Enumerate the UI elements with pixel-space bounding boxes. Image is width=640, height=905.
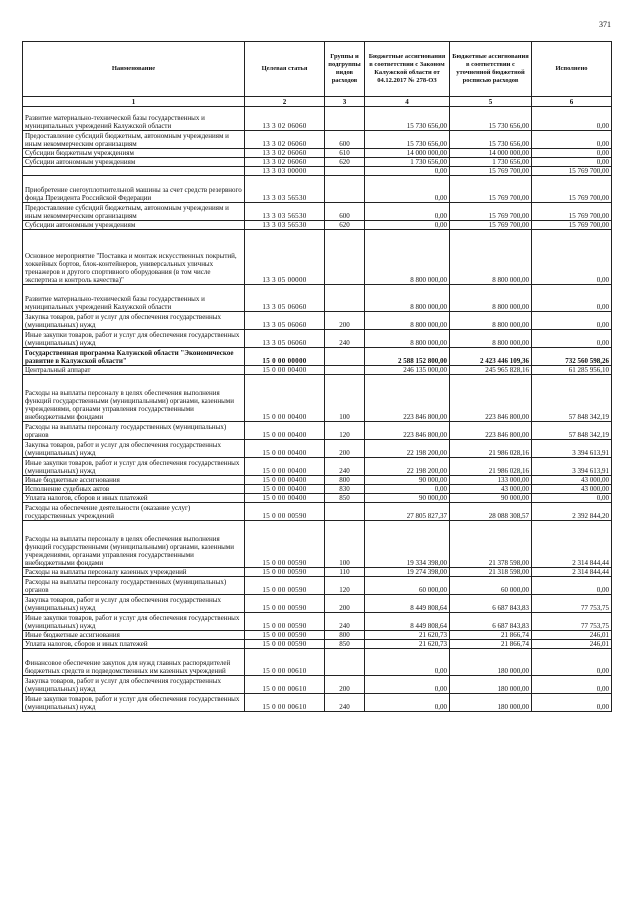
row-budget-revised: 1 730 656,00 [450,158,532,167]
row-budget-revised: 15 730 656,00 [450,107,532,131]
row-executed: 57 848 342,19 [532,375,612,422]
row-executed: 2 314 844,44 [532,521,612,568]
row-expense-group: 620 [325,158,365,167]
header-budget-revised: Бюджетные ассигнования в соответствии с уточненной бюджетной росписью расходов [450,42,532,97]
row-expense-group: 850 [325,494,365,503]
table-row [23,131,612,149]
row-budget-revised: 15 769 700,00 [450,203,532,221]
row-expense-group [325,285,365,312]
row-expense-group: 120 [325,422,365,440]
header-group: Группы и подгруппы видов расходов [325,42,365,97]
table-row [23,158,612,167]
budget-table [22,41,612,712]
row-name: Приобретение снегоуплотнительной машины за счет средств резервного фонда Президента Российской Федерации [23,176,245,203]
row-budget-law: 90 000,00 [365,494,450,503]
row-target-code: 13 3 05 06060 [245,312,325,330]
row-expense-group [325,366,365,375]
row-target-code: 15 0 00 00400 [245,476,325,485]
row-budget-law: 246 135 000,00 [365,366,450,375]
header-budget-law: Бюджетные ассигнования в соответствии с Законом Калужской области от 04.12.2017 № 278-ОЗ [365,42,450,97]
row-budget-law: 223 846 800,00 [365,375,450,422]
row-budget-revised: 21 866,74 [450,631,532,640]
row-budget-law: 21 620,73 [365,631,450,640]
row-name: Государственная программа Калужской области "Экономическое развитие в Калужской области" [23,348,245,366]
row-target-code: 15 0 00 00610 [245,649,325,676]
row-expense-group: 240 [325,613,365,631]
row-expense-group [325,649,365,676]
table-row [23,440,612,458]
table-row [23,613,612,631]
row-target-code: 13 3 03 56530 [245,203,325,221]
header-row [23,42,612,97]
row-name: Расходы на выплаты персоналу государственных (муниципальных) органов [23,577,245,595]
row-executed: 246,01 [532,640,612,649]
table-row [23,649,612,676]
row-target-code: 15 0 00 00590 [245,640,325,649]
row-budget-revised: 245 965 828,16 [450,366,532,375]
row-name: Финансовое обеспечение закупок для нужд главных распорядителей бюджетных средств и подведомственных им казенных учреждений [23,649,245,676]
row-target-code: 13 3 05 06060 [245,285,325,312]
row-target-code: 15 0 00 00590 [245,521,325,568]
row-name: Закупка товаров, работ и услуг для обеспечения государственных (муниципальных) нужд [23,676,245,694]
row-budget-law: 8 800 000,00 [365,230,450,285]
row-budget-revised: 8 800 000,00 [450,312,532,330]
row-budget-law: 223 846 800,00 [365,422,450,440]
row-expense-group: 800 [325,631,365,640]
table-row [23,221,612,230]
row-expense-group: 610 [325,149,365,158]
row-expense-group: 200 [325,440,365,458]
row-expense-group [325,503,365,521]
row-budget-law: 15 730 656,00 [365,107,450,131]
column-number: 4 [365,97,450,107]
row-budget-law: 0,00 [365,676,450,694]
table-row [23,330,612,348]
row-name: Закупка товаров, работ и услуг для обеспечения государственных (муниципальных) нужд [23,440,245,458]
row-budget-revised: 14 000 000,00 [450,149,532,158]
row-budget-revised: 28 088 308,57 [450,503,532,521]
row-name: Расходы на выплаты персоналу в целях обеспечения выполнения функций государственными (муниципальными) органами, казенными учреждениями, органами управления государственными внебюджетными фондами [23,375,245,422]
row-expense-group [325,167,365,176]
row-target-code: 15 0 00 00400 [245,422,325,440]
table-row [23,176,612,203]
row-executed: 3 394 613,91 [532,458,612,476]
row-target-code: 13 3 05 06060 [245,330,325,348]
row-target-code: 15 0 00 00400 [245,485,325,494]
row-name: Иные бюджетные ассигнования [23,631,245,640]
row-executed: 2 314 844,44 [532,568,612,577]
row-executed: 0,00 [532,649,612,676]
table-row [23,348,612,366]
row-expense-group: 600 [325,131,365,149]
row-budget-revised: 15 769 700,00 [450,176,532,203]
row-budget-law: 27 805 827,37 [365,503,450,521]
row-expense-group: 800 [325,476,365,485]
row-budget-revised: 8 800 000,00 [450,285,532,312]
row-budget-law: 2 588 152 800,00 [365,348,450,366]
row-expense-group: 200 [325,312,365,330]
table-row [23,366,612,375]
row-name: Центральный аппарат [23,366,245,375]
row-budget-law: 0,00 [365,176,450,203]
row-target-code: 15 0 00 00400 [245,494,325,503]
row-target-code: 15 0 00 00590 [245,631,325,640]
row-name: Уплата налогов, сборов и иных платежей [23,640,245,649]
row-expense-group: 850 [325,640,365,649]
row-target-code: 13 3 02 06060 [245,158,325,167]
row-target-code: 15 0 00 00590 [245,568,325,577]
row-expense-group: 100 [325,521,365,568]
row-expense-group: 620 [325,221,365,230]
table-row [23,312,612,330]
row-name: Расходы на выплаты персоналу в целях обеспечения выполнения функций государственными (муниципальными) органами, казенными учреждениями, органами управления государственными внебюджетными фондами [23,521,245,568]
row-budget-law: 19 274 398,00 [365,568,450,577]
row-budget-revised: 8 800 000,00 [450,330,532,348]
row-executed: 0,00 [532,285,612,312]
row-budget-law: 8 800 000,00 [365,285,450,312]
row-executed: 0,00 [532,131,612,149]
row-name: Основное мероприятие "Поставка и монтаж искусственных покрытий, хоккейных бортов, блок-контейнеров, универсальных уличных тренажеров и другого спортивного оборудования (в том числе экспертиза и контроль качества)" [23,230,245,285]
row-expense-group: 600 [325,203,365,221]
row-executed: 61 285 956,10 [532,366,612,375]
row-target-code: 15 0 00 00590 [245,613,325,631]
row-budget-revised: 6 687 843,83 [450,613,532,631]
row-budget-law: 21 620,73 [365,640,450,649]
row-budget-law: 8 800 000,00 [365,330,450,348]
row-budget-law: 15 730 656,00 [365,131,450,149]
table-row [23,167,612,176]
row-name: Закупка товаров, работ и услуг для обеспечения государственных (муниципальных) нужд [23,595,245,613]
row-executed: 77 753,75 [532,595,612,613]
row-name: Закупка товаров, работ и услуг для обеспечения государственных (муниципальных) нужд [23,312,245,330]
row-executed: 43 000,00 [532,485,612,494]
table-row [23,503,612,521]
row-executed: 0,00 [532,107,612,131]
row-budget-revised: 21 378 598,00 [450,521,532,568]
row-executed: 0,00 [532,694,612,712]
row-executed: 2 392 844,20 [532,503,612,521]
row-budget-revised: 21 986 028,16 [450,440,532,458]
row-executed: 246,01 [532,631,612,640]
row-executed: 0,00 [532,676,612,694]
row-target-code: 13 3 03 00000 [245,167,325,176]
table-row [23,568,612,577]
row-target-code: 13 3 05 00000 [245,230,325,285]
row-budget-revised: 21 866,74 [450,640,532,649]
row-budget-law: 14 000 000,00 [365,149,450,158]
row-executed: 77 753,75 [532,613,612,631]
table-row [23,375,612,422]
row-name: Предоставление субсидий бюджетным, автономным учреждениям и иным некоммерческим организациям [23,131,245,149]
row-name: Уплата налогов, сборов и иных платежей [23,494,245,503]
row-budget-revised: 133 000,00 [450,476,532,485]
table-row [23,694,612,712]
table-row [23,577,612,595]
row-target-code: 15 0 00 00590 [245,503,325,521]
row-executed: 0,00 [532,494,612,503]
row-target-code: 13 3 03 56530 [245,176,325,203]
table-row [23,676,612,694]
table-row [23,640,612,649]
row-name: Иные закупки товаров, работ и услуг для обеспечения государственных (муниципальных) нужд [23,458,245,476]
row-executed: 57 848 342,19 [532,422,612,440]
column-number: 1 [23,97,245,107]
row-executed: 15 769 700,00 [532,176,612,203]
row-budget-revised: 43 000,00 [450,485,532,494]
table-row [23,476,612,485]
row-budget-law: 8 800 000,00 [365,312,450,330]
row-executed: 0,00 [532,158,612,167]
header-executed: Исполнено [532,42,612,97]
row-budget-law: 0,00 [365,694,450,712]
table-row [23,485,612,494]
table-row [23,631,612,640]
row-executed: 0,00 [532,577,612,595]
row-budget-revised: 90 000,00 [450,494,532,503]
table-row [23,521,612,568]
row-target-code: 13 3 02 06060 [245,107,325,131]
row-budget-revised: 15 730 656,00 [450,131,532,149]
row-executed: 3 394 613,91 [532,440,612,458]
row-budget-law: 0,00 [365,485,450,494]
row-budget-law: 0,00 [365,221,450,230]
row-name: Иные закупки товаров, работ и услуг для обеспечения государственных (муниципальных) нужд [23,330,245,348]
row-target-code: 13 3 02 06060 [245,131,325,149]
row-budget-revised: 21 986 028,16 [450,458,532,476]
row-budget-revised: 15 769 700,00 [450,221,532,230]
column-number-row [23,97,612,107]
table-row [23,494,612,503]
column-number: 5 [450,97,532,107]
row-executed: 0,00 [532,149,612,158]
row-expense-group: 240 [325,694,365,712]
row-budget-law: 60 000,00 [365,577,450,595]
row-budget-law: 8 449 808,64 [365,595,450,613]
row-target-code: 15 0 00 00610 [245,676,325,694]
row-executed: 15 769 700,00 [532,167,612,176]
header-target: Целевая статья [245,42,325,97]
row-target-code: 13 3 02 06060 [245,149,325,158]
table-row [23,285,612,312]
row-name: Расходы на обеспечение деятельности (оказание услуг) государственных учреждений [23,503,245,521]
row-expense-group: 120 [325,577,365,595]
row-executed: 15 769 700,00 [532,203,612,221]
header-name: Наименование [23,42,245,97]
row-expense-group: 200 [325,676,365,694]
row-budget-law: 1 730 656,00 [365,158,450,167]
row-budget-revised: 15 769 700,00 [450,167,532,176]
row-target-code: 15 0 00 00400 [245,375,325,422]
row-budget-law: 0,00 [365,203,450,221]
row-name: Исполнение судебных актов [23,485,245,494]
row-budget-law: 90 000,00 [365,476,450,485]
row-budget-revised: 180 000,00 [450,649,532,676]
table-row [23,422,612,440]
column-number: 6 [532,97,612,107]
row-budget-law: 22 198 200,00 [365,458,450,476]
row-executed: 43 000,00 [532,476,612,485]
row-name: Иные бюджетные ассигнования [23,476,245,485]
row-expense-group: 240 [325,458,365,476]
row-name: Иные закупки товаров, работ и услуг для обеспечения государственных (муниципальных) нужд [23,694,245,712]
row-expense-group: 830 [325,485,365,494]
row-name: Расходы на выплаты персоналу казенных учреждений [23,568,245,577]
row-expense-group [325,348,365,366]
row-expense-group [325,176,365,203]
row-budget-law: 0,00 [365,649,450,676]
row-executed: 15 769 700,00 [532,221,612,230]
row-budget-law: 22 198 200,00 [365,440,450,458]
row-target-code: 15 0 00 00400 [245,366,325,375]
row-executed: 732 560 598,26 [532,348,612,366]
table-row [23,230,612,285]
row-name: Развитие материально-технической базы государственных и муниципальных учреждений Калужской области [23,107,245,131]
row-expense-group: 100 [325,375,365,422]
table-row [23,203,612,221]
row-executed: 0,00 [532,312,612,330]
row-target-code: 15 0 00 00000 [245,348,325,366]
row-expense-group: 200 [325,595,365,613]
row-name [23,167,245,176]
row-name: Иные закупки товаров, работ и услуг для обеспечения государственных (муниципальных) нужд [23,613,245,631]
row-target-code: 13 3 03 56530 [245,221,325,230]
row-expense-group [325,107,365,131]
row-executed: 0,00 [532,330,612,348]
row-target-code: 15 0 00 00400 [245,458,325,476]
row-target-code: 15 0 00 00400 [245,440,325,458]
row-name: Предоставление субсидий бюджетным, автономным учреждениям и иным некоммерческим организациям [23,203,245,221]
row-expense-group: 110 [325,568,365,577]
column-number: 2 [245,97,325,107]
column-number: 3 [325,97,365,107]
table-row [23,149,612,158]
row-target-code: 15 0 00 00610 [245,694,325,712]
row-name: Субсидии автономным учреждениям [23,221,245,230]
row-budget-law: 19 334 398,00 [365,521,450,568]
row-name: Субсидии автономным учреждениям [23,158,245,167]
row-budget-revised: 60 000,00 [450,577,532,595]
row-name: Расходы на выплаты персоналу государственных (муниципальных) органов [23,422,245,440]
table-row [23,458,612,476]
row-budget-revised: 223 846 800,00 [450,375,532,422]
row-expense-group [325,230,365,285]
row-budget-revised: 8 800 000,00 [450,230,532,285]
row-name: Субсидии бюджетным учреждениям [23,149,245,158]
row-budget-law: 0,00 [365,167,450,176]
row-budget-revised: 223 846 800,00 [450,422,532,440]
row-budget-revised: 180 000,00 [450,694,532,712]
row-budget-revised: 21 318 598,00 [450,568,532,577]
row-name: Развитие материально-технической базы государственных и муниципальных учреждений Калужской области [23,285,245,312]
row-executed: 0,00 [532,230,612,285]
row-budget-revised: 6 687 843,83 [450,595,532,613]
row-target-code: 15 0 00 00590 [245,595,325,613]
page-number: 371 [599,20,611,29]
row-target-code: 15 0 00 00590 [245,577,325,595]
row-budget-revised: 2 423 446 109,36 [450,348,532,366]
row-expense-group: 240 [325,330,365,348]
table-row [23,595,612,613]
row-budget-revised: 180 000,00 [450,676,532,694]
row-budget-law: 8 449 808,64 [365,613,450,631]
table-row [23,107,612,131]
